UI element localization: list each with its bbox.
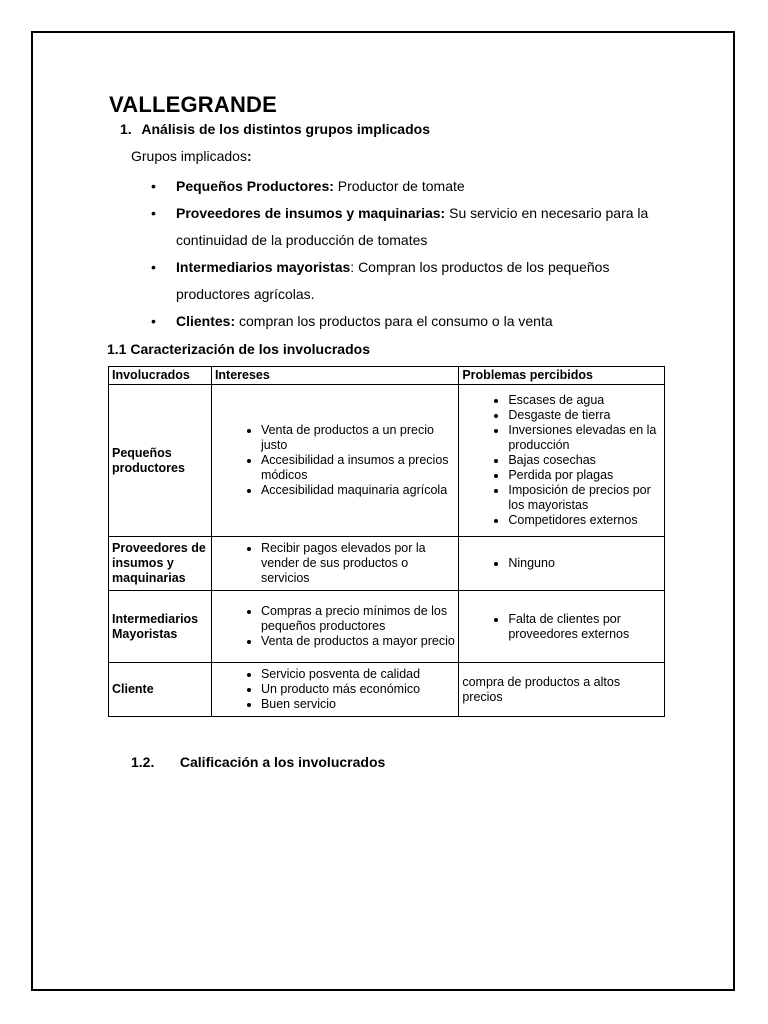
column-header: Involucrados	[109, 367, 212, 385]
list-item	[151, 200, 671, 254]
row-label: Cliente	[109, 663, 212, 717]
interests-cell	[211, 385, 458, 537]
list-item-text: compran los productos para el consumo o la venta	[235, 313, 553, 329]
intro-line	[131, 148, 252, 164]
intro-text: Grupos implicados	[131, 148, 247, 164]
bullet-icon: •	[151, 205, 156, 221]
problems-cell: compra de productos a altos precios	[459, 663, 665, 717]
interests-cell	[211, 537, 458, 591]
list-item: • Accesibilidad a insumos a precios módicos	[261, 453, 455, 483]
list-item: • Imposición de precios por los mayoristas	[508, 483, 661, 513]
problems-cell	[459, 385, 665, 537]
section-1-1-heading: 1.1 Caracterización de los involucrados	[107, 341, 370, 357]
intro-colon: :	[246, 148, 252, 164]
section-1-heading	[120, 121, 430, 137]
list-item	[151, 173, 671, 200]
table-row	[109, 537, 665, 591]
problems-cell	[459, 537, 665, 591]
list-item-bold: Intermediarios mayoristas	[176, 259, 351, 275]
list-item: • Accesibilidad maquinaria agrícola	[261, 483, 455, 498]
list-item: • Venta de productos a un precio justo	[261, 423, 455, 453]
interests-cell	[211, 591, 458, 663]
list-item: • Buen servicio	[261, 697, 455, 712]
list-item-text: Productor de tomate	[333, 178, 465, 194]
list-item: • Desgaste de tierra	[508, 408, 661, 423]
document-page	[31, 31, 735, 991]
list-item-bold: Pequeños Productores:	[176, 178, 334, 194]
list-item: • Recibir pagos elevados por la vender de sus productos o servicios	[261, 541, 455, 586]
bullet-icon: •	[151, 178, 156, 194]
list-item-text: Su servicio en necesario para la continuidad de la producción de tomates	[176, 205, 649, 248]
groups-list	[151, 173, 671, 335]
bullet-icon: •	[151, 259, 156, 275]
list-item: • Falta de clientes por proveedores externos	[508, 612, 661, 642]
list-item: • Ninguno	[508, 556, 661, 571]
section-1-text: Análisis de los distintos grupos implicados	[141, 121, 430, 137]
table-row	[109, 385, 665, 537]
row-label: Intermediarios Mayoristas	[109, 591, 212, 663]
document-title: VALLEGRANDE	[109, 92, 278, 117]
list-item: • Servicio posventa de calidad	[261, 667, 455, 682]
list-item: • Un producto más económico	[261, 682, 455, 697]
table-header-row	[109, 367, 665, 385]
column-header: Problemas percibidos	[459, 367, 665, 385]
list-item	[151, 308, 671, 335]
row-label: Proveedores de insumos y maquinarias	[109, 537, 212, 591]
list-item	[151, 254, 671, 308]
section-1-number: 1.	[120, 121, 132, 137]
list-item: • Compras a precio mínimos de los pequeños productores	[261, 604, 455, 634]
list-item-bold: Proveedores de insumos y maquinarias:	[176, 205, 446, 221]
problems-cell	[459, 591, 665, 663]
table-row	[109, 591, 665, 663]
list-item: • Escases de agua	[508, 393, 661, 408]
list-item: • Competidores externos	[508, 513, 661, 528]
bullet-icon: •	[151, 313, 156, 329]
list-item: • Bajas cosechas	[508, 453, 661, 468]
interests-cell	[211, 663, 458, 717]
list-item-bold: Clientes:	[176, 313, 236, 329]
list-item: • Inversiones elevadas en la producción	[508, 423, 661, 453]
list-item: • Perdida por plagas	[508, 468, 661, 483]
table-row	[109, 663, 665, 717]
stakeholder-table	[108, 366, 665, 717]
section-1-2-heading	[131, 754, 385, 770]
section-1-2-text: Calificación a los involucrados	[179, 754, 386, 770]
section-1-2-number: 1.2.	[131, 754, 155, 770]
row-label: Pequeños productores	[109, 385, 212, 537]
column-header: Intereses	[211, 367, 458, 385]
list-item: • Venta de productos a mayor precio	[261, 634, 455, 649]
list-item-text: : Compran los productos de los pequeños productores agrícolas.	[176, 259, 610, 302]
